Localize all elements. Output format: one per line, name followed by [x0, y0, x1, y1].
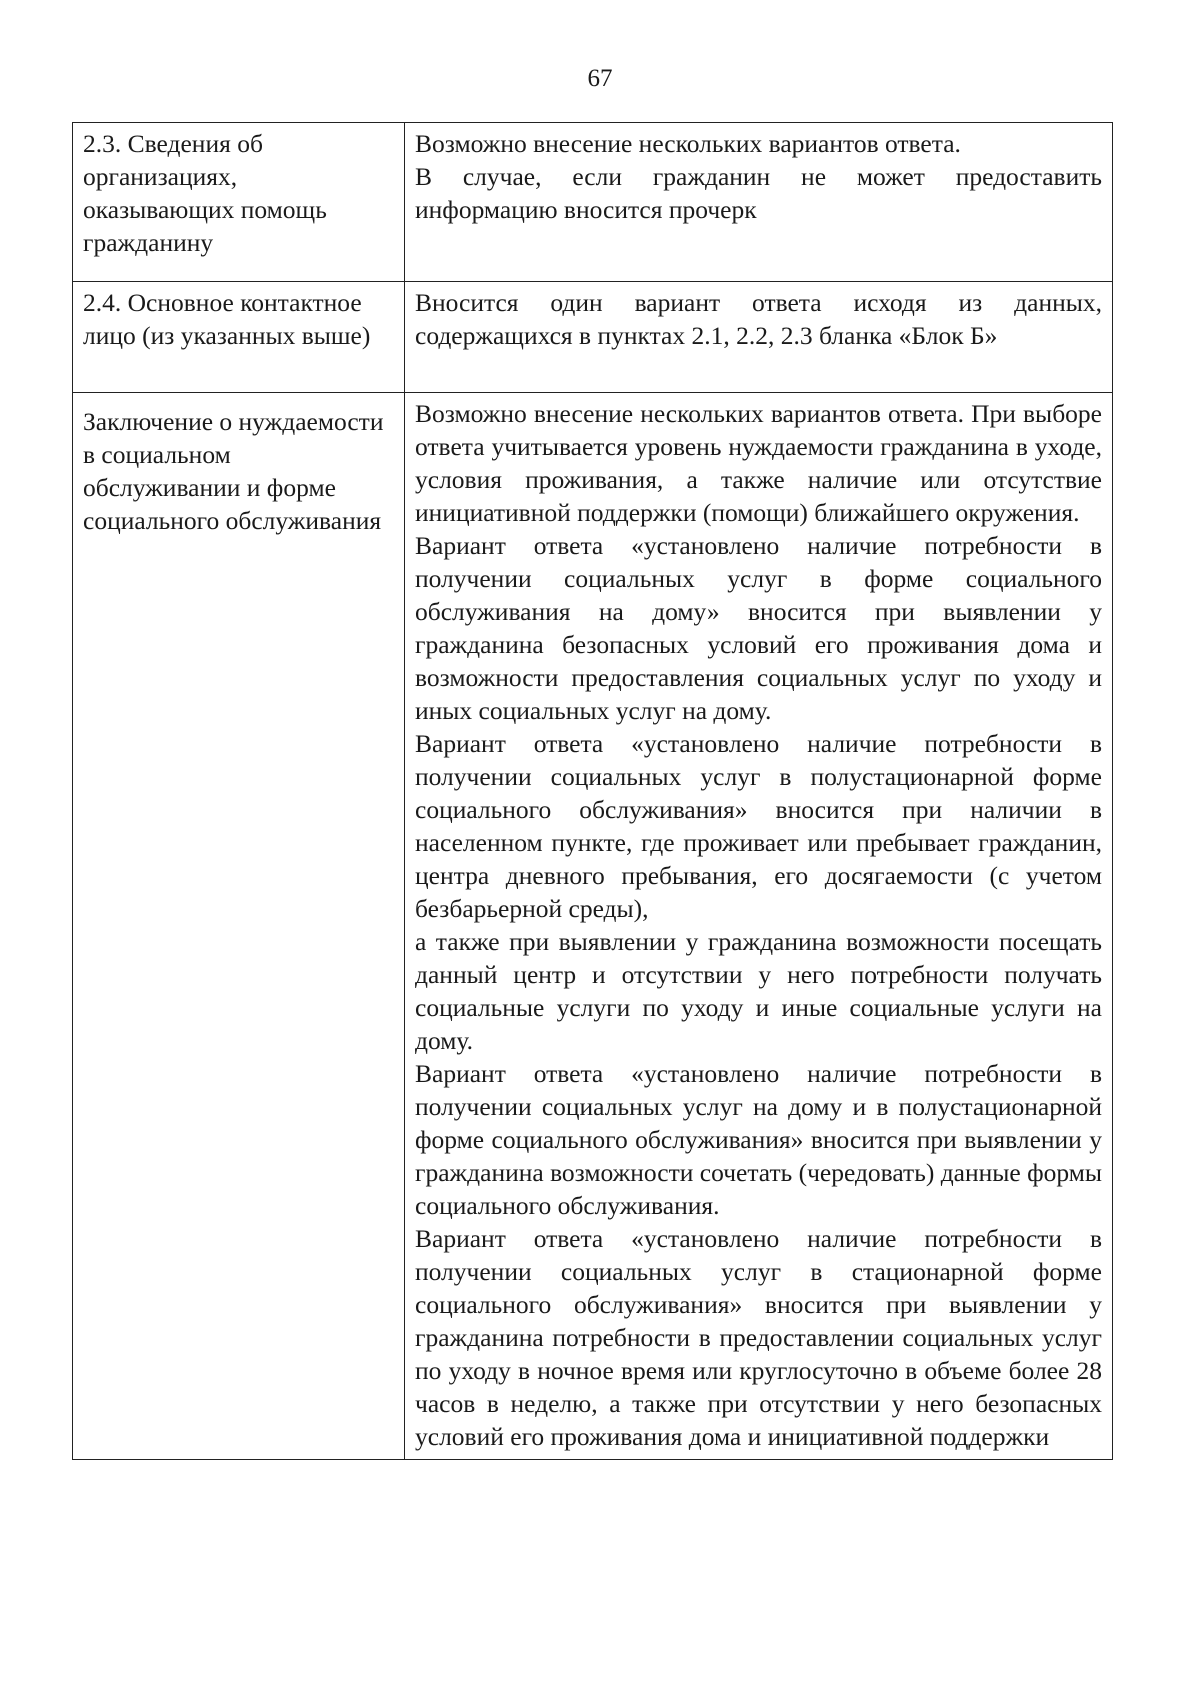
- description-paragraph: Вариант ответа «установлено наличие потребности в получении социальных услуг в полустационарной форме социального обслуживания» вносится при наличии в населенном пункте, где проживает или пребывает гражданин, центра дневного пребывания, его досягаемости (с учетом безбарьерной среды),: [415, 729, 1102, 923]
- table-row: [73, 123, 1113, 282]
- table-row: [73, 282, 1113, 393]
- page-number: 67: [587, 65, 613, 92]
- description-paragraph: Вариант ответа «установлено наличие потребности в получении социальных услуг в форме социального обслуживания на дому» вносится при выявлении у гражданина безопасных условий его проживания дома и возможности предоставления социальных услуг по уходу и иных социальных услуг на дому.: [415, 531, 1102, 725]
- document-table: [72, 122, 1113, 1460]
- row-label: Заключение о нуждаемости в социальном обслуживании и форме социального обслуживания: [73, 393, 405, 1460]
- description-paragraph: Вносится один вариант ответа исходя из данных, содержащихся в пунктах 2.1, 2.2, 2.3 бланка «Блок Б»: [415, 288, 1102, 350]
- table-row: [73, 393, 1113, 1460]
- description-paragraph: Возможно внесение нескольких вариантов ответа.: [415, 129, 961, 158]
- description-paragraph: а также при выявлении у гражданина возможности посещать данный центр и отсутствии у него потребности получать социальные услуги по уходу и иные социальные услуги на дому.: [415, 927, 1102, 1055]
- row-description: [405, 393, 1113, 1460]
- description-paragraph: Вариант ответа «установлено наличие потребности в получении социальных услуг на дому и в полустационарной форме социального обслуживания» вносится при выявлении у гражданина возможности сочетать (чередовать) данные формы социального обслуживания.: [415, 1059, 1103, 1220]
- row-description: [405, 282, 1113, 393]
- row-label: 2.3. Сведения об организациях, оказывающих помощь гражданину: [73, 123, 405, 282]
- description-paragraph: Возможно внесение нескольких вариантов ответа. При выборе ответа учитывается уровень нуждаемости гражданина в уходе, условия проживания, а также наличие или отсутствие инициативной поддержки (помощи) ближайшего окружения.: [415, 399, 1102, 527]
- description-paragraph: В случае, если гражданин не может предоставить информацию вносится прочерк: [415, 162, 1102, 224]
- description-paragraph: Вариант ответа «установлено наличие потребности в получении социальных услуг в стационарной форме социального обслуживания» вносится при выявлении у гражданина потребности в предоставлении социальных услуг по уходу в ночное время или круглосуточно в объеме более 28 часов в неделю, а также при отсутствии у него безопасных условий его проживания дома и инициативной поддержки: [415, 1224, 1102, 1451]
- row-label: 2.4. Основное контактное лицо (из указанных выше): [73, 282, 405, 393]
- row-description: [405, 123, 1113, 282]
